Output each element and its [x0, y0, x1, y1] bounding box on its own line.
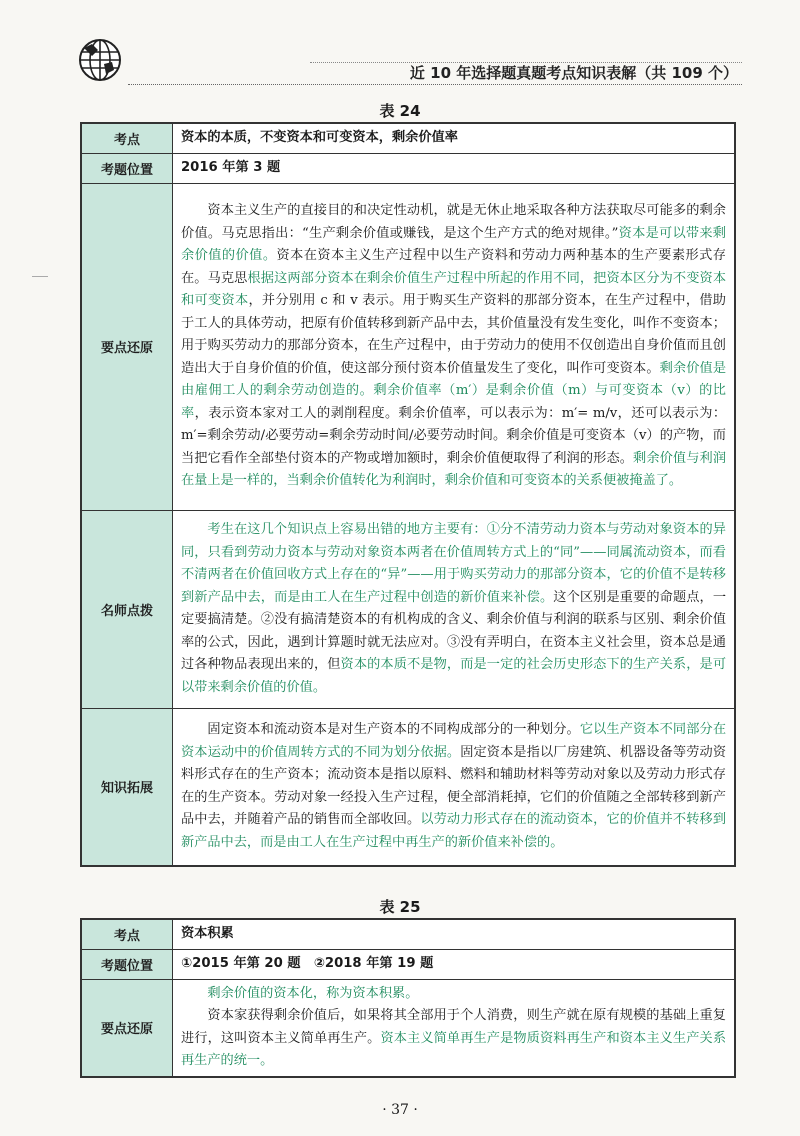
- text-run: ，并分别用 c 和 v 表示。用于购买生产资料的那部分资本，在生产过程中，借助于工人的具体劳动，把原有价值转移到新产品中去，其价值量没有发生变化，叫作不变资本；用于购买劳动力的那部分资本，在生产过程中，由于劳动力的使用不仅创造出自身价值而且创造出大于自身价值的价值，使这部分预付资本价值量发生了变化，叫作可变资本。: [181, 293, 726, 376]
- text-run: 资本家获得剩余价值后，如果将其全部用于个人消费，则生产就在原有规模的基础上重复进行，这叫资本主义简单再生产。: [181, 1008, 726, 1046]
- kaodian-value: 资本的本质，不变资本和可变资本，剩余价值率: [173, 123, 736, 153]
- text-run: 资本主义生产的直接目的和决定性动机，就是无休止地采取各种方法获取尽可能多的剩余价值。马克思指出：“生产剩余价值或赚钱，是这个生产方式的绝对规律。”: [181, 203, 726, 241]
- margin-mark: [32, 276, 48, 277]
- highlight-run: 以劳动力形式存在的流动资本，它的价值并不转移到新产品中去，而是由工人在生产过程中再生产的新价值来补偿的。: [181, 812, 727, 850]
- table-25: [80, 918, 736, 1078]
- highlight-run: 剩余价值与利润在量上是一样的，当剩余价值转化为利润时，剩余价值和可变资本的关系便被掩盖了。: [181, 450, 727, 489]
- label-kaodian: 考点: [81, 919, 173, 949]
- text-run: 固定资本是指以厂房建筑、机器设备等劳动资料形式存在的生产资本；流动资本是指以原料、燃料和辅助材料等劳动对象以及劳动力形式存在的生产资本。劳动对象一经投入生产过程，便全部消耗掉，它们的价值随之全部转移到新产品中去，并随着产品的销售而全部收回。: [181, 744, 726, 828]
- table-row: [81, 708, 735, 866]
- yaodian-content: [173, 979, 736, 1077]
- tuozhan-content: [173, 708, 736, 866]
- table-row: [81, 153, 735, 183]
- table-25-title: 表 25: [379, 898, 421, 916]
- table-row: [81, 949, 735, 979]
- highlight-run: 资本主义简单再生产是物质资料再生产和资本主义生产关系再生产的统一。: [181, 1030, 727, 1068]
- header-divider: [128, 84, 742, 85]
- label-weizhi: 考题位置: [81, 949, 173, 979]
- table-24: [80, 122, 736, 867]
- highlight-run: 资本的本质不是物，而是一定的社会历史形态下的生产关系，是可以带来剩余价值的价值。: [181, 657, 727, 695]
- dianbo-content: [173, 510, 736, 708]
- globe-icon: [78, 38, 122, 82]
- yaodian-text: [181, 1005, 726, 1073]
- label-yaodian: 要点还原: [81, 979, 173, 1077]
- text-run: ，表示资本家对工人的剥削程度。剩余价值率，可以表示为：m′= m/v，还可以表示为：m′=剩余劳动/必要劳动=剩余劳动时间/必要劳动时间。剩余价值是可变资本（v）的产物，而当把它看作全部垫付资本的产物或增加额时，剩余价值便取得了利润的形态。: [181, 405, 727, 466]
- label-weizhi: 考题位置: [81, 153, 173, 183]
- highlight-run: 剩余价值是由雇佣工人的剩余劳动创造的。剩余价值率（m′）是剩余价值（m）与可变资本（v）的比率: [181, 360, 727, 421]
- table-row: [81, 979, 735, 1077]
- table-row: [81, 510, 735, 708]
- dianbo-text: [181, 519, 726, 699]
- yaodian-content: [173, 183, 736, 510]
- label-yaodian: 要点还原: [81, 183, 173, 510]
- yaodian-line1: 剩余价值的资本化，称为资本积累。: [207, 985, 419, 1001]
- table-row: [81, 919, 735, 949]
- label-dianbo: 名师点拨: [81, 510, 173, 708]
- page-number: · 37 ·: [382, 1102, 418, 1118]
- table-24-title: 表 24: [379, 102, 421, 120]
- label-tuozhan: 知识拓展: [81, 708, 173, 866]
- weizhi-value: 2016 年第 3 题: [173, 153, 736, 183]
- highlight-run: 用于购买劳动力的那部分资本，它的价值不是转移到新产品中去，而是由工人在生产过程中创造的新价值来补偿。: [181, 567, 726, 605]
- text-run: 资本在资本主义生产过程中以生产资料和劳动力两种基本的生产要素形式存在。马克思: [181, 248, 726, 286]
- yaodian-text: [181, 200, 726, 493]
- table-row: [81, 183, 735, 510]
- book-title: 近 10 年选择题真题考点知识表解（共 109 个）: [409, 64, 738, 82]
- tuozhan-text: [181, 719, 726, 854]
- weizhi-value: ①2015 年第 20 题 ②2018 年第 19 题: [173, 949, 736, 979]
- kaodian-value: 资本积累: [173, 919, 736, 949]
- highlight-run: 根据这两部分资本在剩余价值生产过程中所起的作用不同，把资本区分为不变资本和可变资本: [181, 270, 727, 309]
- highlight-run: 资本是可以带来剩余价值的价值。: [181, 225, 726, 264]
- text-run: 固定资本和流动资本是对生产资本的不同构成部分的一种划分。: [207, 722, 580, 738]
- label-kaodian: 考点: [81, 123, 173, 153]
- highlight-run: 它以生产资本不同部分在资本运动中的价值周转方式的不同为划分依据。: [181, 722, 727, 760]
- text-run: 这个区别是重要的命题点，一定要搞清楚。②没有搞清楚资本的有机构成的含义、剩余价值与利润的联系与区别、剩余价值率的公式，因此，遇到计算题时就无法应对。③没有弄明白，在资本主义社会里，资本总是通过各种物品表现出来的，但: [181, 589, 727, 672]
- highlight-run: 考生在这几个知识点上容易出错的地方主要有：①分不清劳动力资本与劳动对象资本的异同，只看到劳动力资本与劳动对象资本两者在价值周转方式上的“同”——同属流动资本，而看不清两者在价值回收方式上存在的“异”——: [181, 522, 726, 582]
- table-row: [81, 123, 735, 153]
- page-header: [0, 0, 800, 92]
